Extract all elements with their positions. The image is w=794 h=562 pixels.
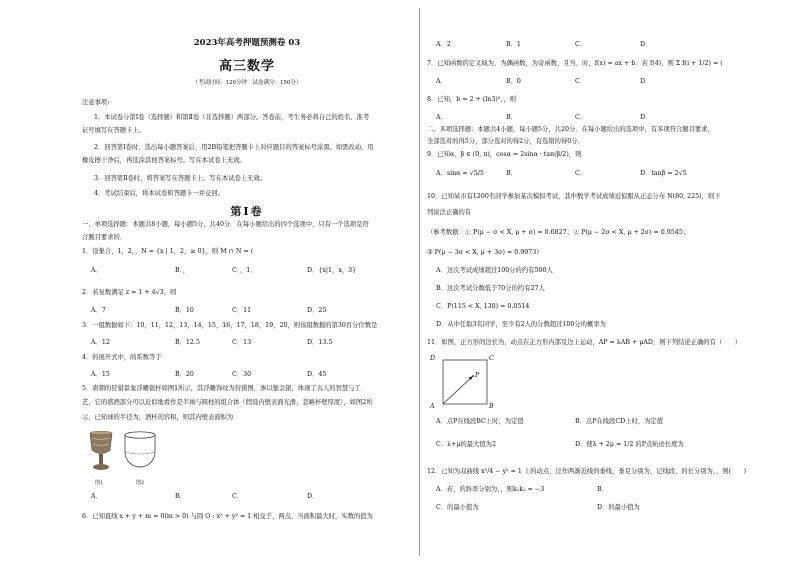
part2-instruction-a: 二、多项选择题：本题共4小题，每小题5分，共20分．在每小题给出的选项中，有多项符合题目要求， — [427, 126, 714, 133]
q9-option-a: A．sinα = √5/5 — [436, 170, 484, 177]
note-4: 4．考试结束后，将本试卷和答题卡一并交回。 — [94, 190, 224, 197]
q12-option-a: A．若，的斜率分别为，，则k₁k₂ = −3 — [436, 486, 545, 493]
q12-option-b: B． — [597, 486, 608, 493]
q12-stem: 12．已知为双曲线 x²/4 − y² = 1 上的动点，过作两渐近线的垂线，垂足分别为，记线段，的长分别为，，则( ) — [427, 468, 747, 475]
q11-option-a: A．点P在线段BC上时，为定值 — [436, 418, 524, 425]
q4-option-b: B．20 — [175, 371, 194, 378]
q2-option-c: C．11 — [232, 307, 252, 314]
q1-option-a: A． — [91, 267, 102, 274]
q6-option-b: B．1 — [506, 41, 521, 48]
q10-line-1: 10．已知某市有1200名同学参加某次模拟考试，其中数学考试成绩近似服从正态分布 N(80, 225)，则下 — [427, 193, 721, 200]
q7-option-a: A． — [436, 78, 447, 85]
q4-option-d: D．45 — [307, 371, 327, 378]
q9-option-c: C． — [575, 170, 587, 177]
q11-option-c: C．λ+μ的最大值为2 — [436, 441, 496, 448]
q6-option-a: A．2 — [436, 41, 451, 48]
point-p-label: P — [475, 372, 480, 379]
q6-option-d: D． — [640, 41, 652, 48]
vertex-b-label: B — [489, 403, 494, 410]
q2-stem: 2．若复数满足 z = 1 + 4√3，则 — [82, 289, 177, 296]
q12-option-d: D．的最小值为 — [597, 504, 640, 511]
q4-stem: 4．的展开式中，的系数等于 — [82, 354, 162, 361]
q10-option-b: B．这次考试分数低于70分的约有27人 — [436, 285, 545, 292]
notes-heading: 注意事项: — [82, 99, 110, 106]
q5-option-b: B． — [175, 493, 186, 500]
note-2a: 2．回答第Ⅰ卷时，选出每小题答案后，用2B铅笔把答题卡上对应题目的答案标号涂黑。如需改动，用 — [94, 144, 374, 151]
subject-title: 高三数学 — [218, 59, 275, 74]
note-1a: 1．本试卷分第Ⅰ卷（选择题）和第Ⅱ卷（非选择题）两部分。答卷前，考生务必将自己的姓名、准考 — [94, 114, 370, 121]
q5-option-d: D． — [307, 493, 319, 500]
part2-instruction-b: 全部选对的得5分，部分选对的得2分，有选错的得0分． — [427, 138, 584, 145]
q5-line-2: 艺，它的盛酒部分可以近似地看作是半球与圆柱的组合体（假设内壁表面光滑，忽略杯壁厚度），如图2所 — [82, 399, 373, 406]
q2-option-b: B．10 — [175, 307, 194, 314]
q7-stem: 7．已知函数的定义域为，为偶函数，为奇函数，且当，时，f(x) = ax + b．若 f(4)，则 Σ f(i + 1/2) = ( — [427, 60, 723, 67]
note-2b: 橡皮擦干净后，再选涂其他答案标号。写在本试卷上无效。 — [82, 157, 246, 164]
q7-option-c: C． — [575, 78, 587, 85]
q2-option-d: D．25 — [307, 307, 327, 314]
q9-stem: 9．已知α，β ∈ (0, π)，cosα = 2sinα · tan(β/2)，则 — [427, 151, 582, 158]
q3-option-d: D．13.5 — [307, 339, 333, 346]
q5-line-3: 示，已知球的半径为，酒杯的容积，则其内壁表面积为 — [82, 414, 234, 421]
q7-option-d: D． — [640, 78, 652, 85]
part1-title: 第Ⅰ卷 — [230, 205, 264, 218]
note-3: 3．回答第Ⅱ卷时，将答案写在答题卡上。写在本试卷上无效。 — [94, 175, 267, 182]
q5-option-c: C． — [232, 493, 244, 500]
figure-1-caption: 图1 — [95, 480, 104, 486]
q6-stem: 6．已知直线 x + y + m = 0(m > 0) 与圆 O : x² + y² = 1 相交于，两点，当面积最大时，实数的值为 — [82, 513, 373, 520]
q7-option-b: B．0 — [506, 78, 521, 85]
q11-stem: 11．如图，正方形的边长为，动点在正方形内部及边上运动，AP = λAB + μAD，则下列结论正确的有（ ） — [427, 339, 742, 346]
q8-option-b: B． — [506, 114, 517, 121]
figure-2-caption: 图2 — [136, 480, 145, 486]
q3-option-b: B．12.5 — [175, 339, 200, 346]
q5-line-1: 5．唐朝的狩猎景象浮雕银杯如图1所示，其浮雕饰纹为狩猎图，渗以錾金银，体现了古人的智慧与工 — [82, 385, 361, 392]
q10-line-2: 列说法正确的有 — [427, 209, 472, 216]
q9-option-b: B． — [506, 170, 517, 177]
exam-title: 2023年高考押题预测卷 03 — [193, 38, 301, 48]
column-divider — [419, 8, 420, 556]
q6-option-c: C． — [575, 41, 587, 48]
q5-option-a: A． — [91, 493, 102, 500]
q8-option-a: A． — [436, 114, 447, 121]
q3-stem: 3．一组数据如下：10，11，12，13，14，15，16，17，18，19，20，则该组数据的第30百分位数是 — [82, 322, 378, 329]
square-diagram — [437, 356, 497, 410]
q8-option-c: C． — [575, 114, 587, 121]
q2-option-a: A．7 — [91, 307, 106, 314]
q11-option-d: D．使λ + 2μ = 1/2 的P点轨迹长度为 — [575, 441, 684, 448]
part1-instruction-a: 一、单项选择题：本题共8小题，每小题5分，共40分．在每小题给出的四个选项中，只有一个选项是符 — [82, 221, 369, 228]
q10-reference-2: ③ P(μ − 3σ < X, μ + 3σ) = 0.9973） — [427, 249, 543, 256]
q4-option-c: C．30 — [232, 371, 252, 378]
q12-option-c: C．的最小值为 — [436, 504, 479, 511]
silver-cup-figure — [88, 430, 114, 474]
q9-option-d: D．tanβ = 2√5 — [640, 170, 687, 177]
q4-option-a: A．15 — [91, 371, 110, 378]
q1-option-d: D．{x|1，x，3} — [307, 267, 357, 274]
q1-option-c: C．，1． — [232, 267, 257, 274]
note-1b: 证号填写在答题卡上。 — [82, 127, 145, 134]
q1-option-b: B．， — [175, 267, 190, 274]
q10-option-c: C．P(115 < X, 130) = 0.0514 — [436, 303, 530, 310]
vertex-d-label: D — [430, 355, 436, 362]
vertex-c-label: C — [489, 355, 494, 362]
part1-instruction-b: 合题目要求的． — [82, 234, 127, 241]
vertex-a-label: A — [430, 403, 435, 410]
q10-reference-1: （参考数据：① P(μ − σ < X, μ + σ) = 0.6827；② P(μ − 2σ < X, μ + 2σ) = 0.9545； — [427, 229, 690, 236]
q8-stem: 8．已知，b = 2 + (ln3)²，，则 — [427, 96, 517, 103]
q3-option-c: C．13 — [232, 339, 252, 346]
q1-stem: 1．设集合，1，2，，N = {x | 1，2，≥ 0}，则 M ∩ N = ( — [82, 248, 254, 255]
exam-info: （考试时间：120分钟 试卷满分：150分） — [192, 80, 302, 86]
q10-option-d: D．从中任取3名同学，至少有2人的分数超过100分的概率为 — [436, 321, 606, 328]
cylinder-hemisphere-figure — [122, 430, 158, 478]
q11-option-b: B．点P在线段CD上时，为定值 — [575, 418, 663, 425]
q10-option-a: A．这次考试成绩超过100分的约有500人 — [436, 267, 553, 274]
q8-option-d: D． — [640, 114, 652, 121]
q3-option-a: A．12 — [91, 339, 110, 346]
